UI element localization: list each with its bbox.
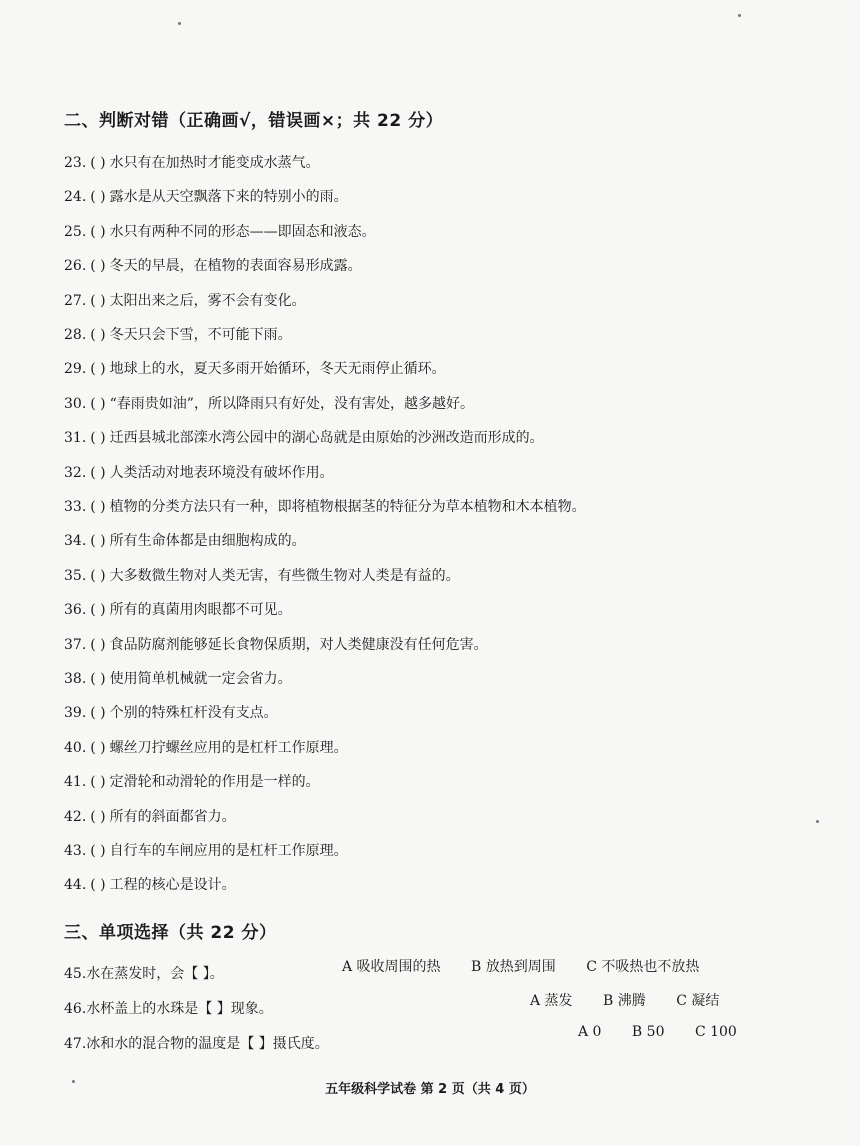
question-number: 24. [64,189,87,206]
question-text: 太阳出来之后，雾不会有变化。 [109,292,306,309]
question-row [64,874,236,894]
question-number: 34. [64,533,87,550]
question-text: 水只有两种不同的形态——即固态和液态。 [109,223,376,240]
answer-blank[interactable]: ( ) [90,361,106,378]
question-row [64,530,306,550]
question-text: 冬天只会下雪，不可能下雨。 [109,327,292,343]
question-text: 定滑轮和动滑轮的作用是一样的。 [109,774,320,791]
question-row [64,599,292,619]
option-c: C 不吸热也不放热 [586,959,700,975]
answer-blank[interactable]: ( ) [90,464,106,481]
question-number: 33. [64,499,87,515]
question-number: 23. [64,155,87,171]
answer-blank[interactable]: ( ) [90,705,106,722]
question-number: 44. [64,877,87,894]
question-number: 32. [64,464,87,481]
question-row [64,840,348,860]
question-row [64,186,348,206]
option-b: B 放热到周围 [471,959,556,975]
question-row [64,152,320,172]
scan-speck [816,820,819,823]
answer-blank[interactable]: ( ) [90,258,106,275]
question-text: 螺丝刀拧螺丝应用的是杠杆工作原理。 [109,739,348,756]
question-text: 所有的真菌用肉眼都不可见。 [109,602,292,619]
question-text: 冬天的早晨，在植物的表面容易形成露。 [109,258,362,275]
question-row [64,496,586,516]
section-2-title: 二、判断对错（正确画√，错误画×；共 22 分） [64,111,444,131]
question-row [64,324,292,344]
answer-blank[interactable]: ( ) [90,636,106,653]
question-text: 工程的核心是设计。 [109,877,236,894]
scan-speck [178,22,181,25]
question-number: 37. [64,636,87,653]
answer-blank[interactable]: ( ) [90,774,106,791]
answer-blank[interactable]: ( ) [90,155,106,171]
question-row [64,358,446,378]
page-footer: 五年级科学试卷 第 2 页（共 4 页） [325,1082,535,1097]
question-number: 39. [64,705,87,722]
question-number: 25. [64,223,87,240]
question-number: 43. [64,843,87,859]
question-text: 地球上的水，夏天多雨开始循环，冬天无雨停止循环。 [109,361,446,378]
question-number: 41. [64,774,87,791]
question-row [64,255,362,275]
question-number: 29. [64,361,87,378]
option-c: C 100 [694,1024,737,1040]
question-number: 30. [64,395,87,412]
question-number: 42. [64,808,87,825]
question-text: 大多数微生物对人类无害，有些微生物对人类是有益的。 [109,567,460,584]
answer-blank[interactable]: ( ) [90,877,106,894]
answer-blank[interactable]: ( ) [90,602,106,619]
answer-blank[interactable]: ( ) [90,808,106,825]
answer-blank[interactable]: ( ) [90,189,106,206]
question-text: 水只有在加热时才能变成水蒸气。 [109,155,320,171]
answer-blank[interactable]: ( ) [90,430,106,447]
option-a: A 吸收周围的热 [342,959,441,975]
option-b: B 50 [631,1024,665,1040]
question-45-options [342,956,725,976]
question-45: 45.水在蒸发时，会【 】。 [64,966,224,982]
question-number: 35. [64,567,87,584]
answer-blank[interactable]: ( ) [90,292,106,309]
question-46-options [530,990,745,1010]
answer-blank[interactable]: ( ) [90,395,106,412]
question-number: 38. [64,671,87,687]
answer-blank[interactable]: ( ) [90,843,106,859]
question-text: 所有生命体都是由细胞构成的。 [109,533,306,550]
question-text: 迁西县城北部滦水湾公园中的湖心岛就是由原始的沙洲改造而形成的。 [109,430,544,447]
question-text: 所有的斜面都省力。 [109,808,236,825]
option-b: B 沸腾 [603,993,646,1009]
question-row [64,427,544,447]
question-row [64,393,474,413]
question-row [64,634,488,654]
question-row [64,771,320,791]
question-row [64,462,334,482]
question-number: 40. [64,739,87,756]
question-47: 47.冰和水的混合物的温度是【 】摄氏度。 [64,1036,329,1052]
question-text: 使用简单机械就一定会省力。 [109,671,292,687]
question-row [64,702,278,722]
answer-blank[interactable]: ( ) [90,223,106,240]
option-a: A 蒸发 [530,993,573,1009]
answer-blank[interactable]: ( ) [90,327,106,343]
question-row [64,290,306,310]
question-text: 个别的特殊杠杆没有支点。 [109,705,278,722]
question-text: 人类活动对地表环境没有破坏作用。 [109,464,334,481]
question-text: 露水是从天空飘落下来的特别小的雨。 [109,189,348,206]
question-text: 自行车的车闸应用的是杠杆工作原理。 [109,843,348,859]
question-text: 植物的分类方法只有一种，即将植物根据茎的特征分为草本植物和木本植物。 [109,499,586,515]
section-3-title: 三、单项选择（共 22 分） [64,923,277,943]
question-47-options [578,1024,763,1040]
scan-speck [738,14,741,17]
answer-blank[interactable]: ( ) [90,671,106,687]
question-row [64,221,376,241]
question-46: 46.水杯盖上的水珠是【 】现象。 [64,1001,273,1017]
answer-blank[interactable]: ( ) [90,739,106,756]
question-number: 27. [64,292,87,309]
question-text: “春雨贵如油”，所以降雨只有好处，没有害处，越多越好。 [109,395,474,412]
question-row [64,565,460,585]
question-row [64,737,348,757]
question-row [64,668,292,688]
scan-speck [72,1080,75,1083]
answer-blank[interactable]: ( ) [90,499,106,515]
answer-blank[interactable]: ( ) [90,567,106,584]
answer-blank[interactable]: ( ) [90,533,106,550]
option-a: A 0 [578,1024,602,1040]
question-number: 31. [64,430,87,447]
question-number: 26. [64,258,87,275]
question-number: 36. [64,602,87,619]
question-row [64,806,236,826]
option-c: C 凝结 [676,993,720,1009]
question-number: 28. [64,327,87,343]
question-text: 食品防腐剂能够延长食物保质期，对人类健康没有任何危害。 [109,636,488,653]
